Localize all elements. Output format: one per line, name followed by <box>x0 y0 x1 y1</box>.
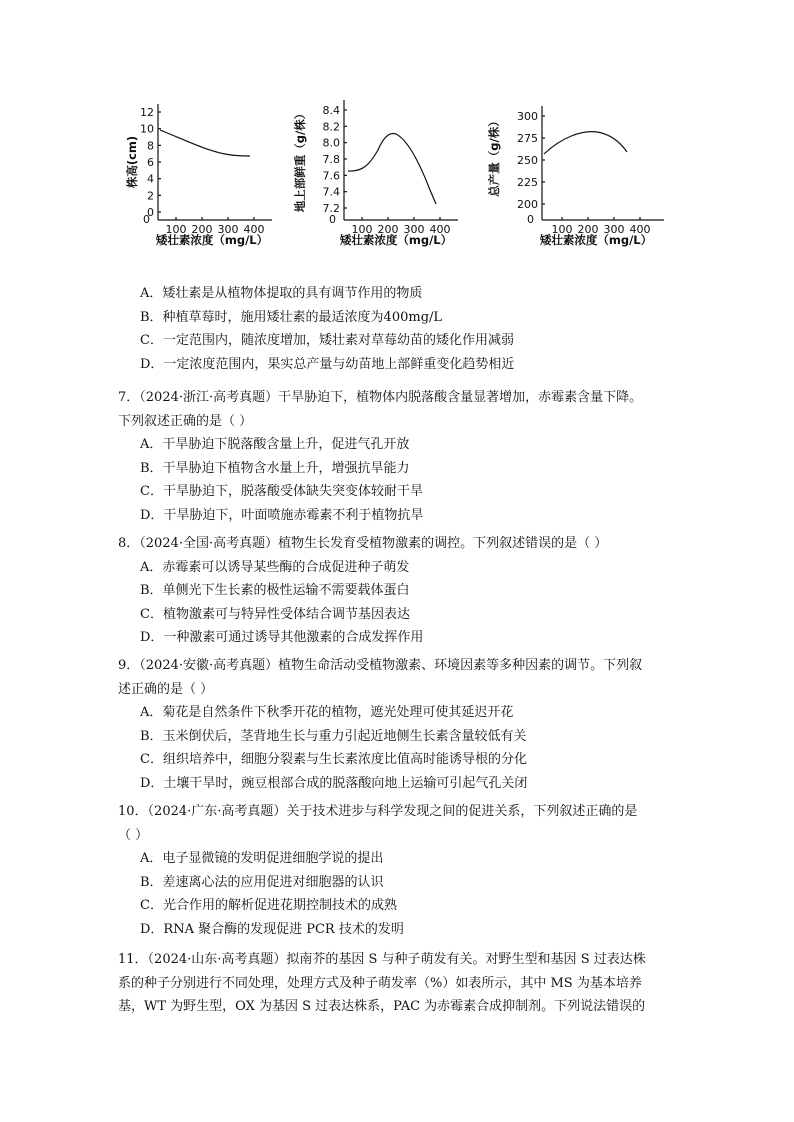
q6-option-d: D．一定浓度范围内，果实总产量与幼苗地上部鲜重变化趋势相近 <box>140 356 515 372</box>
q8-option-a: A．赤霉素可以诱导某些酶的合成促进种子萌发 <box>140 559 410 575</box>
question-7 <box>118 386 696 527</box>
y-tick-label: 275 <box>517 132 538 145</box>
x-tick-label: 200 <box>191 223 213 236</box>
q7-option-b: B．干旱胁迫下植物含水量上升，增强抗旱能力 <box>140 460 410 476</box>
q7-option-d: D．干旱胁迫下，叶面喷施赤霉素不利于植物抗旱 <box>140 507 424 523</box>
x-tick-label: 100 <box>165 223 187 236</box>
y-axis-title: 总产量（g/株） <box>487 115 501 197</box>
x-tick-label: 400 <box>429 223 451 236</box>
x-tick-label: 300 <box>403 223 425 236</box>
y-tick-label: 200 <box>517 198 538 211</box>
q8-option-c: C．植物激素可与特异性受体结合调节基因表达 <box>140 606 410 622</box>
y-axis-title: 地上部鲜重（g/株） <box>293 107 307 213</box>
x-tick-label: 300 <box>217 223 239 236</box>
question-8 <box>118 532 696 650</box>
y-tick-label: 250 <box>517 154 538 167</box>
chart-plant-height-svg <box>125 92 280 252</box>
q6-option-c: C．一定范围内，随浓度增加，矮壮素对草莓幼苗的矮化作用减弱 <box>140 333 514 348</box>
q7-option-c: C．干旱胁迫下，脱落酸受体缺失突变体较耐干旱 <box>140 484 423 499</box>
x-tick-label: 100 <box>551 223 573 236</box>
q9-option-a: A．菊花是自然条件下秋季开花的植物，遮光处理可使其延迟开花 <box>140 705 514 720</box>
y-tick-label: 8.4 <box>322 104 340 117</box>
q11-line3: 基，WT 为野生型，OX 为基因 S 过表达株系，PAC 为赤霉素合成抑制剂。下列说法错误的 <box>118 999 646 1014</box>
q7-option-a: A．干旱胁迫下脱落酸含量上升，促进气孔开放 <box>140 437 410 452</box>
x-tick-label: 400 <box>243 223 265 236</box>
q9-option-b: B．玉米倒伏后，茎背地生长与重力引起近地侧生长素含量较低有关 <box>140 728 527 744</box>
origin-label: 0 <box>143 213 150 226</box>
y-tick-label: 7.6 <box>322 169 340 183</box>
q10-option-b: B．差速离心法的应用促进对细胞器的认识 <box>140 874 384 890</box>
chart-fresh-weight-svg <box>293 92 458 252</box>
chart-fresh-weight <box>293 92 458 252</box>
q11-line1: 11．（2024·山东·高考真题）拟南芥的基因 S 与种子萌发有关。对野生型和基因 S 过表达株 <box>118 952 646 967</box>
q6-option-a: A．矮壮素是从植物体提取的具有调节作用的物质 <box>140 286 423 301</box>
question-11 <box>118 948 696 1019</box>
q9-stem-line1: 9．（2024·安徽·高考真题）植物生命活动受植物激素、环境因素等多种因素的调节。下列叙 <box>118 658 643 673</box>
y-axis-title: 株高(cm) <box>125 135 139 189</box>
height-curve <box>160 130 250 156</box>
x-tick-label: 200 <box>577 223 599 236</box>
y-tick-label: 6 <box>147 156 154 169</box>
q8-option-d: D．一种激素可通过诱导其他激素的合成发挥作用 <box>140 630 424 645</box>
origin-label: 0 <box>527 213 534 226</box>
fresh-weight-curve <box>348 134 436 204</box>
q8-stem-line1: 8．（2024·全国·高考真题）植物生长发育受植物激素的调控。下列叙述错误的是（ ） <box>118 536 608 551</box>
chart-total-yield <box>487 92 672 252</box>
y-tick-label: 12 <box>140 106 154 119</box>
x-tick-label: 400 <box>629 223 651 236</box>
x-axis-title: 矮壮素浓度（mg/L） <box>339 233 453 247</box>
x-axis-title: 矮壮素浓度（mg/L） <box>155 233 269 247</box>
q8-option-b: B．单侧光下生长素的极性运输不需要载体蛋白 <box>140 583 410 598</box>
x-tick-label: 300 <box>603 223 625 236</box>
q9-option-c: C．组织培养中，细胞分裂素与生长素浓度比值高时能诱导根的分化 <box>140 752 527 767</box>
chart-plant-height <box>125 92 280 252</box>
y-tick-label: 4 <box>147 172 154 186</box>
x-tick-label: 100 <box>351 223 373 236</box>
x-tick-label: 200 <box>377 223 399 236</box>
q7-stem-line1: 7．（2024·浙江·高考真题）干旱胁迫下，植物体内脱落酸含量显著增加，赤霉素含量下降。 <box>118 390 643 405</box>
y-tick-label: 10 <box>140 122 154 136</box>
y-tick-label: 8 <box>147 139 154 153</box>
question-6-options <box>118 282 696 376</box>
q10-option-c: C．光合作用的解析促进花期控制技术的成熟 <box>140 898 397 913</box>
y-tick-label: 7.2 <box>322 202 340 215</box>
y-tick-label: 300 <box>517 110 538 123</box>
chart-total-yield-svg <box>487 92 672 252</box>
figure-row <box>125 92 690 252</box>
q9-stem-line2: 述正确的是（ ） <box>118 681 214 697</box>
yield-curve <box>544 132 627 154</box>
y-tick-label: 2 <box>147 189 154 203</box>
q10-stem-line2: （ ） <box>118 827 149 843</box>
q11-line2: 系的种子分别进行不同处理，处理方式及种子萌发率（%）如表所示，其中 MS 为基本培养 <box>118 975 642 991</box>
x-axis-title: 矮壮素浓度（mg/L） <box>539 233 653 247</box>
q6-option-b: B．种植草莓时，施用矮壮素的最适浓度为400mg/L <box>140 309 443 325</box>
origin-label: 0 <box>329 213 336 226</box>
y-tick-label: 7.4 <box>322 185 340 199</box>
q10-option-d: D．RNA 聚合酶的发现促进 PCR 技术的发明 <box>140 921 404 937</box>
question-10 <box>118 800 696 941</box>
q7-stem-line2: 下列叙述正确的是（ ） <box>118 413 253 429</box>
question-9 <box>118 654 696 795</box>
y-tick-label: 8.0 <box>322 136 340 150</box>
y-tick-label: 8.2 <box>322 120 340 134</box>
q10-stem-line1: 10．（2024·广东·高考真题）关于技术进步与科学发现之间的促进关系，下列叙述正确的是 <box>118 804 638 819</box>
q9-option-d: D．土壤干旱时，豌豆根部合成的脱落酸向地上运输可引起气孔关闭 <box>140 775 528 791</box>
y-tick-label: 0 <box>147 206 154 219</box>
y-tick-label: 7.8 <box>322 153 340 166</box>
y-tick-label: 225 <box>517 176 538 189</box>
q10-option-a: A．电子显微镜的发明促进细胞学说的提出 <box>140 851 384 866</box>
